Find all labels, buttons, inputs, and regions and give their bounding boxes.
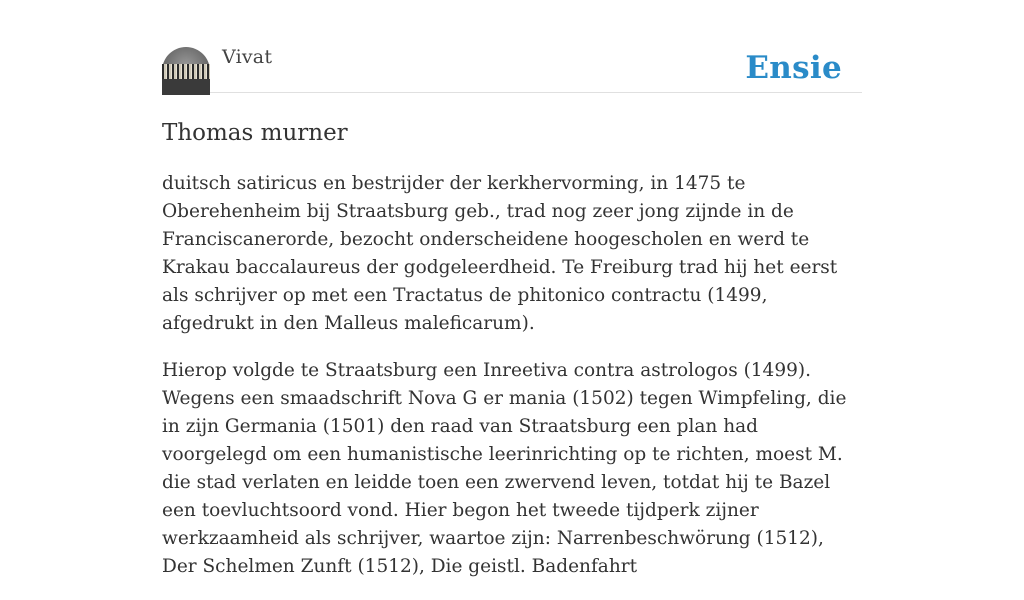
author-name[interactable]: Vivat bbox=[222, 46, 273, 68]
header bbox=[162, 0, 862, 93]
bookshelf-base bbox=[162, 79, 210, 95]
paragraph: Hierop volgde te Straatsburg een Inreetiva contra astrologos (1499). Wegens een smaadschrift Nova G er mania (1502) tegen Wimpfeling, die in zijn Germania (1501) den raad van Straatsburg een plan had voorgelegd om een humanistische leerinrichting op te richten, moest M. die stad verlaten en leidde toen een zwervend leven, totdat hij te Bazel een toevluchtsoord vond. Hier begon het tweede tijdperk zijner werkzaamheid als schrijver, waartoe zijn: Narrenbeschwörung (1512), Der Schelmen Zunft (1512), Die geistl. Badenfahrt bbox=[162, 360, 847, 577]
author-avatar[interactable] bbox=[162, 47, 210, 95]
page-title: Thomas murner bbox=[162, 120, 348, 146]
paragraph: duitsch satiricus en bestrijder der kerkhervorming, in 1475 te Oberehenheim bij Straatsburg geb., trad nog zeer jong zijnde in de Franciscanerorde, bezocht onderscheidene hoogescholen en werd te Krakau baccalaureus der godgeleerdheid. Te Freiburg trad hij het eerst als schrijver op met een Tractatus de phitonico contractu (1499, afgedrukt in den Malleus maleficarum). bbox=[162, 173, 838, 334]
brand-logo[interactable]: Ensie bbox=[745, 50, 842, 86]
bookshelf-image bbox=[162, 64, 210, 79]
article-body bbox=[162, 170, 862, 581]
page bbox=[162, 0, 862, 600]
